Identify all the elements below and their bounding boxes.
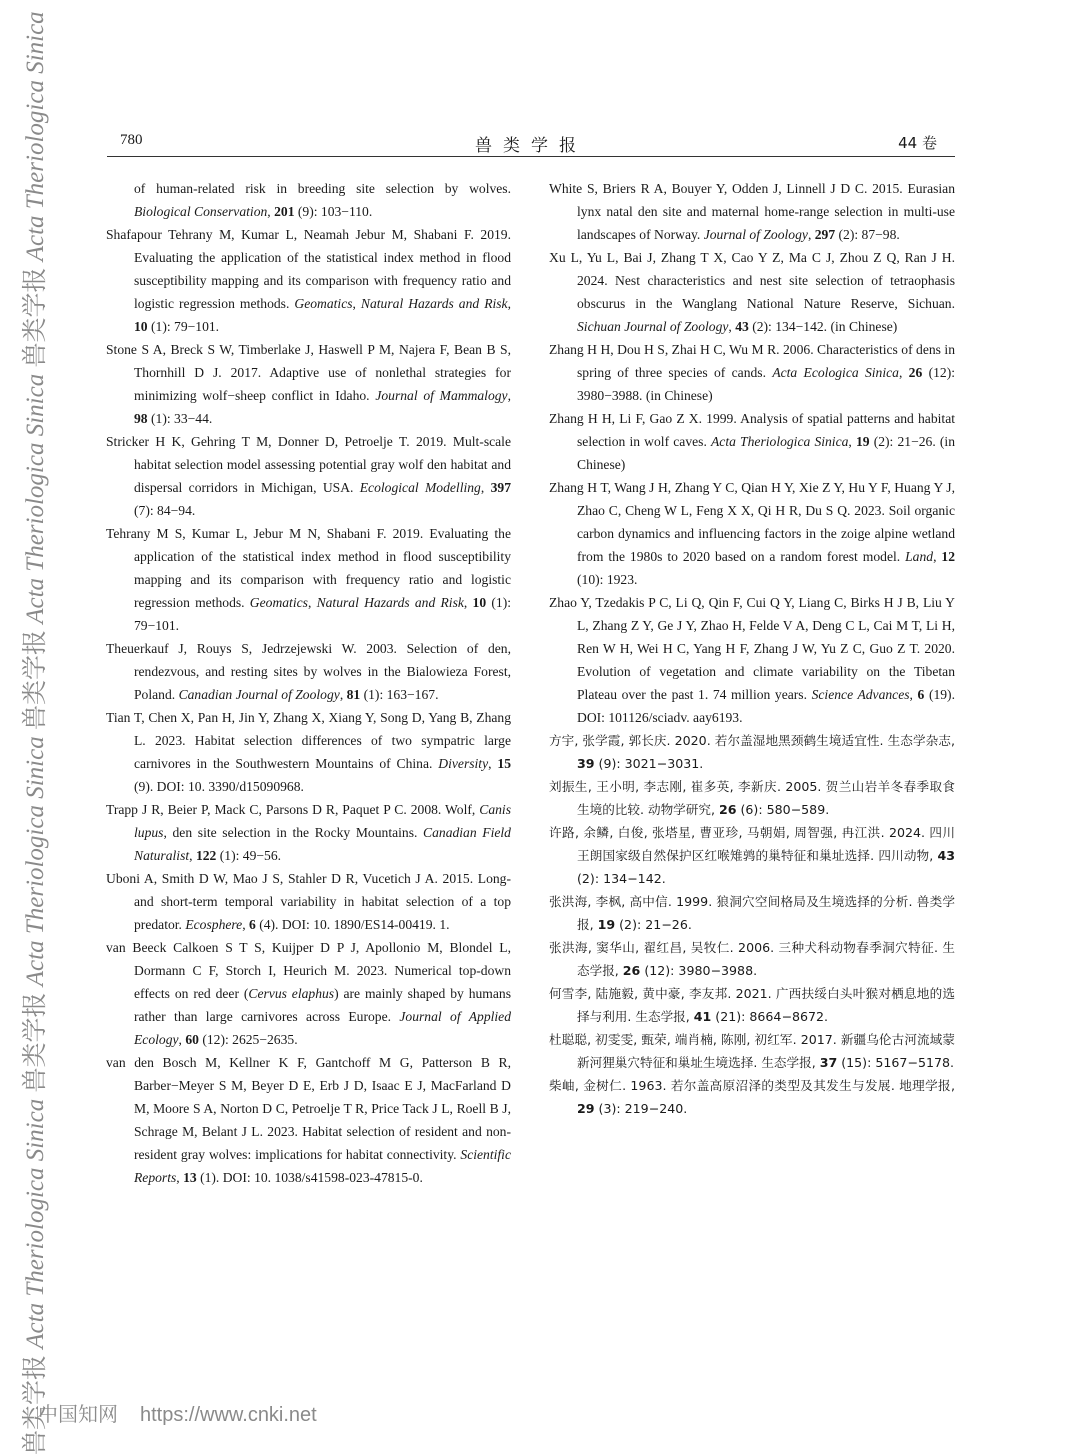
reference-entry: van den Bosch M, Kellner K F, Gantchoff M G, Patterson B R, Barber−Meyer S M, Beyer D E, Erb J D, Isaac E J, MacFarland D M, Moore S A, Norton D C, Petroelje T R, Price Tack J L, Roell B J, Schrage M, Belant J L. 2023. Habitat selection of resident and non-resident gray wolves: implications for habitat connectivity. Scientific Reports, 13 (1). DOI: 10. 1038/s41598-023-47815-0. — [106, 1055, 511, 1185]
reference-entry: van Beeck Calkoen S T S, Kuijper D P J, Apollonio M, Blondel L, Dormann C F, Storch I, Heurich M. 2023. Numerical top-down effects on red deer (Cervus elaphus) are mainly shaped by humans rather than large carnivores across Europe. Journal of Applied Ecology, 60 (12): 2625−2635. — [106, 940, 511, 1047]
reference-entry: Stricker H K, Gehring T M, Donner D, Petroelje T. 2019. Mult-scale habitat selection model assessing potential gray wolf den habitat and dispersal corridors in Michigan, USA. Ecological Modelling, 397 (7): 84−94. — [106, 434, 511, 518]
watermark-cn: 兽类学报 — [22, 261, 49, 368]
reference-entry: 杜聪聪, 初雯雯, 甄荣, 端肖楠, 陈刚, 初红军. 2017. 新疆乌伦古河流域蒙新河狸巢穴特征和巢址生境选择. 生态学报, 37 (15): 5167−5178. — [549, 1032, 955, 1070]
reference-entry: Tehrany M S, Kumar L, Jebur M N, Shabani F. 2019. Evaluating the application of the statistical index method in flood susceptibility mapping and its comparison with frequency ratio and logistic regression methods. Geomatics, Natural Hazards and Risk, 10 (1): 79−101. — [106, 526, 511, 633]
watermark-cn: 兽类学报 — [22, 623, 49, 731]
side-watermark — [0, 0, 49, 1455]
watermark-cn: 兽类学报 — [22, 1348, 49, 1455]
watermark-latin: Acta Theriologica Sinica — [22, 367, 49, 624]
reference-entry: 刘振生, 王小明, 李志刚, 崔多英, 李新庆. 2005. 贺兰山岩羊冬春季取食生境的比较. 动物学研究, 26 (6): 580−589. — [549, 779, 955, 817]
reference-entry: Zhang H T, Wang J H, Zhang Y C, Qian H Y, Xie Z Y, Hu Y F, Huang Y J, Zhao C, Cheng W L, Feng X X, Qi H R, Du S Q. 2023. Soil organic carbon dynamics and influencing factors in the zoige alpine wetland from the 1980s to 2020 based on a random forest model. Land, 12 (10): 1923. — [549, 480, 955, 587]
reference-column-left — [106, 177, 511, 1189]
footer-watermark — [38, 1398, 317, 1427]
reference-entry: Stone S A, Breck S W, Timberlake J, Haswell P M, Najera F, Bean B S, Thornhill D J. 2017. Adaptive use of nonlethal strategies for minimizing wolf−sheep conflict in Idaho. Journal of Mammalogy, 98 (1): 33−44. — [106, 342, 511, 426]
reference-entry: Theuerkauf J, Rouys S, Jedrzejewski W. 2003. Selection of den, rendezvous, and resting sites by wolves in the Bialowieza Forest, Poland. Canadian Journal of Zoology, 81 (1): 163−167. — [106, 641, 511, 702]
journal-title: 兽类学报 — [475, 136, 587, 156]
reference-entry: Zhang H H, Li F, Gao Z X. 1999. Analysis of spatial patterns and habitat selection in wolf caves. Acta Theriologica Sinica, 19 (2): 21−26. (in Chinese) — [549, 411, 955, 472]
site-url: https://www.cnki.net — [140, 1404, 317, 1426]
reference-entry: 张洪海, 李枫, 高中信. 1999. 狼洞穴空间格局及生境选择的分析. 兽类学报, 19 (2): 21−26. — [549, 894, 955, 932]
volume-label: 44 卷 — [898, 134, 937, 152]
reference-entry: 柴岫, 金树仁. 1963. 若尔盖高原沼泽的类型及其发生与发展. 地理学报, 29 (3): 219−240. — [549, 1078, 955, 1116]
watermark-latin: Acta Theriologica Sinica — [22, 1092, 49, 1349]
reference-entry: 方宇, 张学霞, 郭长庆. 2020. 若尔盖湿地黑颈鹤生境适宜性. 生态学杂志, 39 (9): 3021−3031. — [549, 733, 955, 771]
reference-entry: 张洪海, 窦华山, 翟红昌, 吴牧仁. 2006. 三种犬科动物春季洞穴特征. 生态学报, 26 (12): 3980−3988. — [549, 940, 955, 978]
reference-entry: Trapp J R, Beier P, Mack C, Parsons D R, Paquet P C. 2008. Wolf, Canis lupus, den site selection in the Rocky Mountains. Canadian Field Naturalist, 122 (1): 49−56. — [106, 802, 511, 863]
reference-entry: Xu L, Yu L, Bai J, Zhang T X, Cao Y Z, Ma C J, Zhou Z Q, Ran J H. 2024. Nest characteristics and nest site selection of tetraophasis obscurus in the Wanglang National Nature Reserve, Sichuan. Sichuan Journal of Zoology, 43 (2): 134−142. (in Chinese) — [549, 250, 955, 334]
page-header — [107, 128, 955, 157]
reference-column-right — [549, 177, 955, 1120]
reference-entry: Zhao Y, Tzedakis P C, Li Q, Qin F, Cui Q Y, Liang C, Birks H J B, Liu Y L, Zhang Z Y, Ge J Y, Zhao H, Felde V A, Deng C L, Cai M T, Li H, Ren W H, Wei H C, Yang H F, Zhang J W, Yu Z C, Guo Z T. 2020. Evolution of vegetation and climate variability on the Tibetan Plateau over the past 1. 74 million years. Science Advances, 6 (19). DOI: 101126/sciadv. aay6193. — [549, 595, 955, 725]
page-number: 780 — [120, 132, 143, 148]
reference-entry: Uboni A, Smith D W, Mao J S, Stahler D R, Vucetich J A. 2015. Long- and short-term temporal variability in habitat selection of a top predator. Ecosphere, 6 (4). DOI: 10. 1890/ES14-00419. 1. — [106, 871, 511, 932]
reference-entry: 何雪李, 陆施毅, 黄中豪, 李友邦. 2021. 广西扶绥白头叶猴对栖息地的选择与利用. 生态学报, 41 (21): 8664−8672. — [549, 986, 955, 1024]
site-name: 中国知网 — [38, 1402, 118, 1426]
watermark-cn: 兽类学报 — [22, 986, 49, 1093]
reference-entry: Shafapour Tehrany M, Kumar L, Neamah Jebur M, Shabani F. 2019. Evaluating the application of the statistical index method in flood susceptibility mapping and its comparison with frequency ratio and logistic regression methods. Geomatics, Natural Hazards and Risk, 10 (1): 79−101. — [106, 227, 512, 334]
reference-entry: Tian T, Chen X, Pan H, Jin Y, Zhang X, Xiang Y, Song D, Yang B, Zhang L. 2023. Habitat selection differences of two sympatric large carnivores in the Southwestern Mountains of China. Diversity, 15 (9). DOI: 10. 3390/d15090968. — [106, 710, 511, 794]
reference-entry: of human-related risk in breeding site selection by wolves. Biological Conservation, 201 (9): 103−110. — [134, 181, 511, 219]
reference-entry: White S, Briers R A, Bouyer Y, Odden J, Linnell J D C. 2015. Eurasian lynx natal den site and maternal home-range selection in multi-use landscapes of Norway. Journal of Zoology, 297 (2): 87−98. — [549, 181, 955, 242]
watermark-latin: Acta Theriologica Sinica — [22, 730, 49, 987]
watermark-text — [22, 11, 50, 1455]
reference-entry: 许路, 余鳞, 白俊, 张塔星, 曹亚珍, 马朝娟, 周智强, 冉江洪. 2024. 四川王朗国家级自然保护区红喉雉鹑的巢特征和巢址选择. 四川动物, 43 (2): 134−142. — [549, 825, 955, 886]
watermark-latin: Acta Theriologica Sinica — [22, 11, 49, 262]
reference-entry: Zhang H H, Dou H S, Zhai H C, Wu M R. 2006. Characteristics of dens in spring of three species of cands. Acta Ecologica Sinica, 26 (12): 3980−3988. (in Chinese) — [549, 342, 956, 403]
